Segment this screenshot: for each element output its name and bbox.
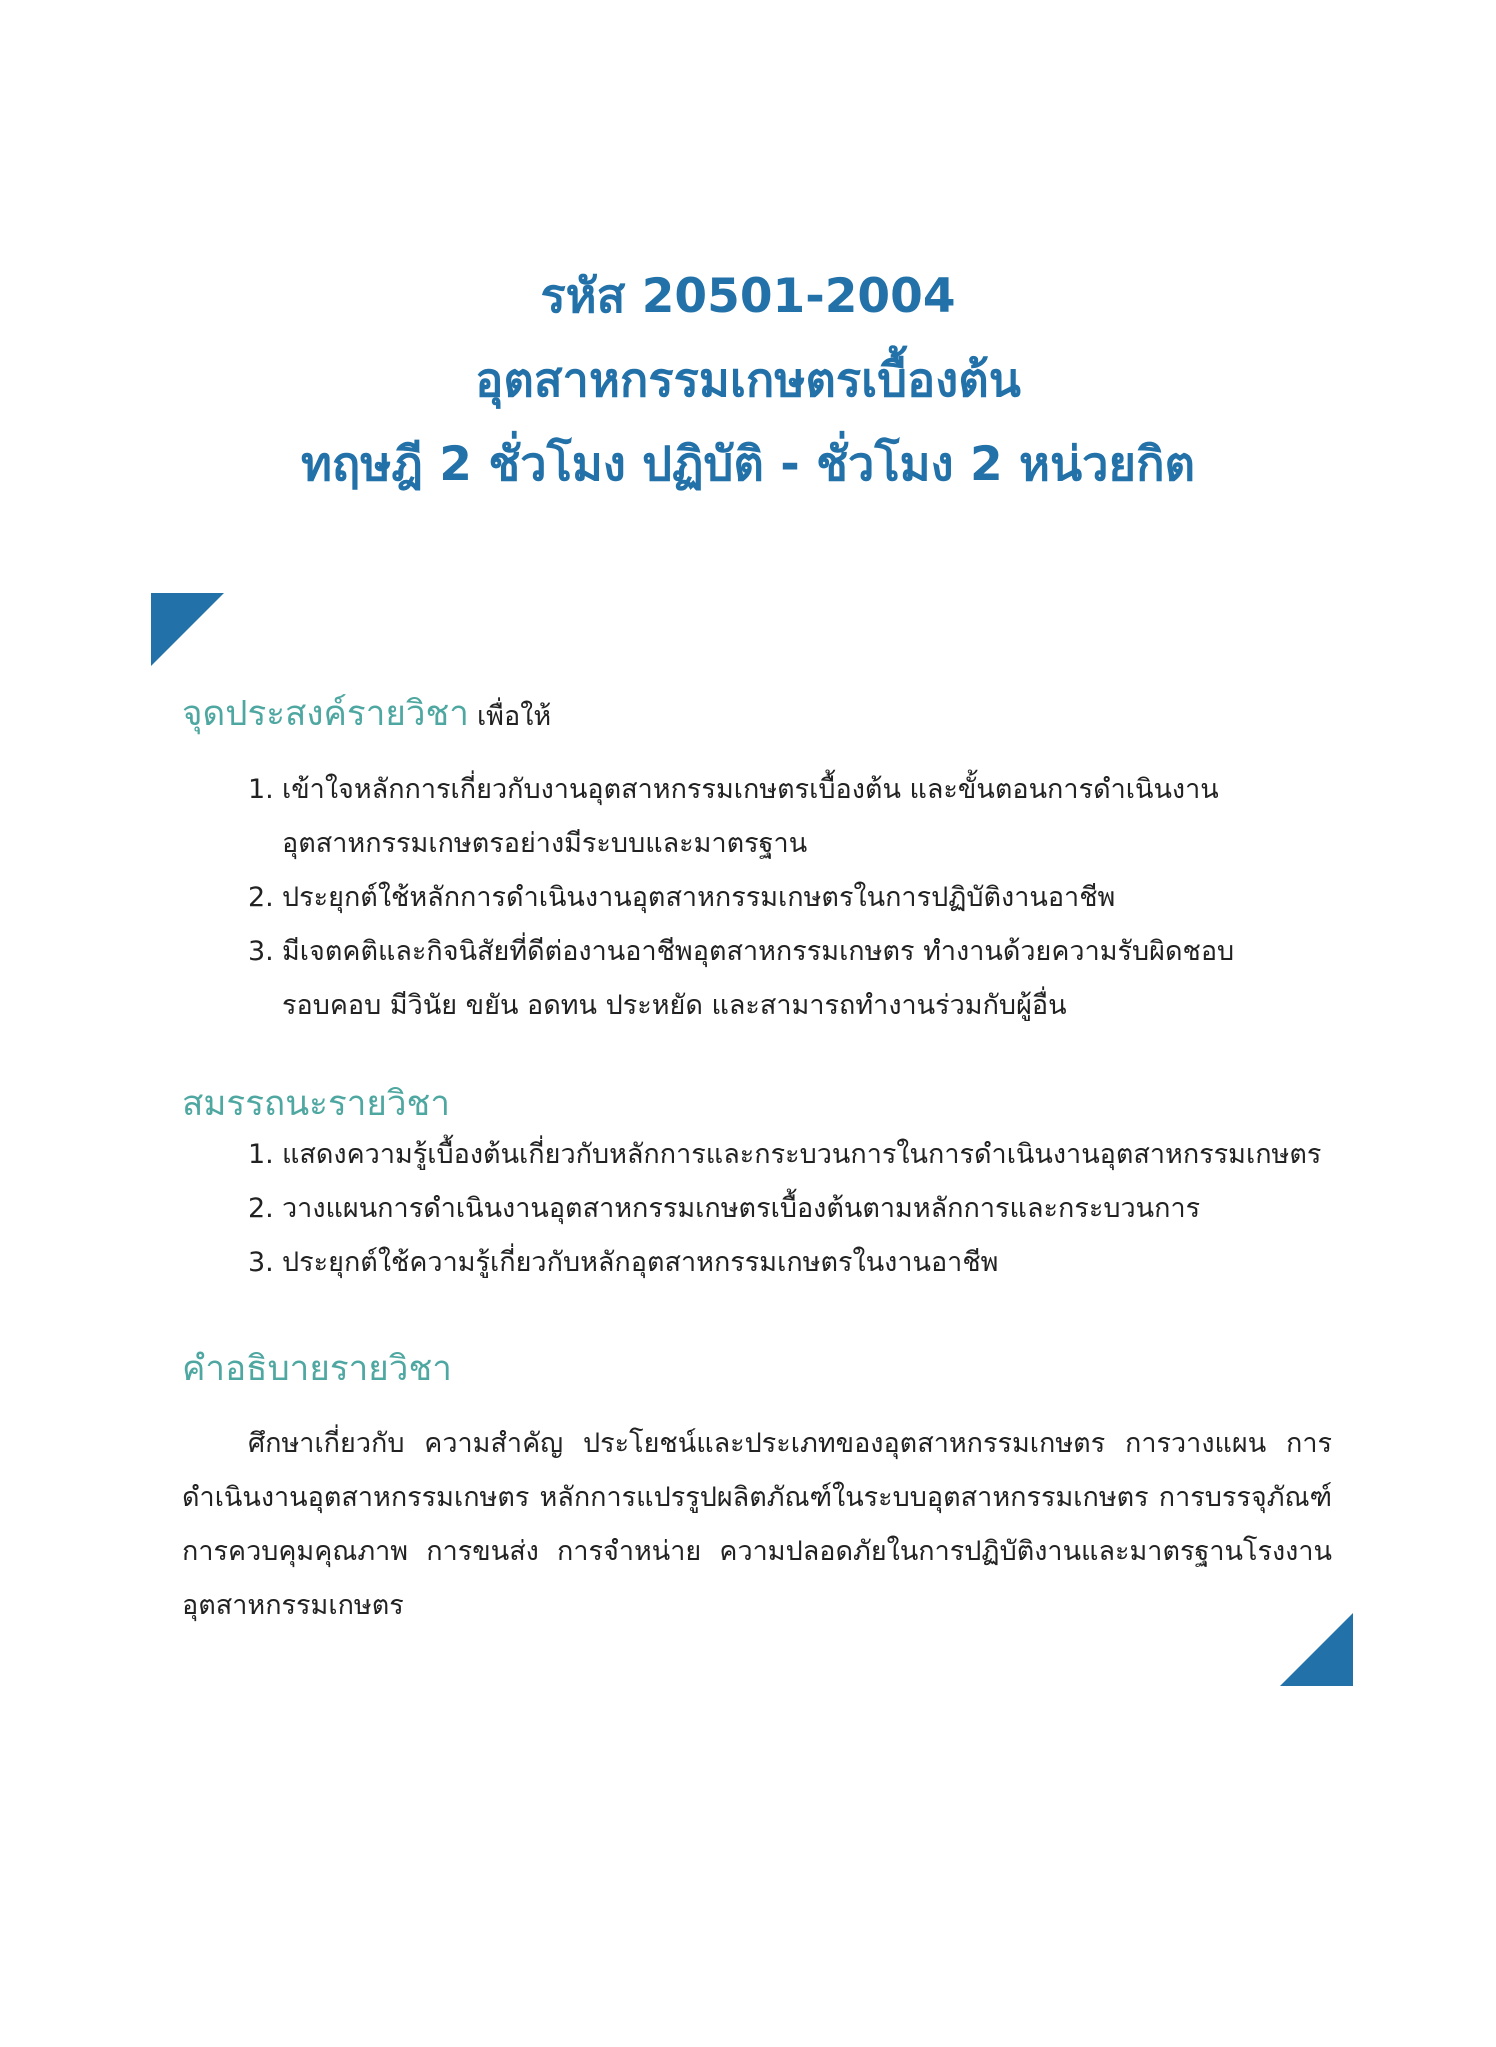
list-item-number: 3. xyxy=(248,936,274,967)
list-item-number: 1. xyxy=(248,1139,274,1170)
list-item xyxy=(182,763,1332,871)
list-item-text: วางแผนการดำเนินงานอุตสาหกรรมเกษตรเบื้องต้นตามหลักการและกระบวนการ xyxy=(282,1193,1201,1224)
competency-section xyxy=(182,1080,1332,1290)
competency-heading: สมรรถนะรายวิชา xyxy=(182,1084,450,1124)
list-item-text: เข้าใจหลักการเกี่ยวกับงานอุตสาหกรรมเกษตรเบื้องต้น และขั้นตอนการดำเนินงานอุตสาหกรรมเกษตรอย่างมีระบบและมาตรฐาน xyxy=(282,774,1219,859)
list-item-text: แสดงความรู้เบื้องต้นเกี่ยวกับหลักการและกระบวนการในการดำเนินงานอุตสาหกรรมเกษตร xyxy=(282,1139,1322,1170)
corner-triangle-decoration-top xyxy=(151,593,224,666)
list-item xyxy=(182,1236,1332,1290)
list-item-text: มีเจตคติและกิจนิสัยที่ดีต่องานอาชีพอุตสาหกรรมเกษตร ทำงานด้วยความรับผิดชอบ รอบคอบ มีวินัย ขยัน อดทน ประหยัด และสามารถทำงานร่วมกับผู้อื่น xyxy=(282,936,1235,1021)
course-code-title: รหัส 20501-2004 xyxy=(540,269,956,324)
list-item-text: ประยุกต์ใช้หลักการดำเนินงานอุตสาหกรรมเกษตรในการปฏิบัติงานอาชีพ xyxy=(282,882,1116,913)
list-item xyxy=(182,1182,1332,1236)
list-item-number: 2. xyxy=(248,882,274,913)
list-item xyxy=(182,1128,1332,1182)
objectives-heading xyxy=(182,690,1332,741)
objectives-heading-text: จุดประสงค์รายวิชา xyxy=(182,694,469,734)
description-section xyxy=(182,1345,1332,1660)
course-hours-title: ทฤษฎี 2 ชั่วโมง ปฏิบัติ - ชั่วโมง 2 หน่วยกิต xyxy=(300,437,1196,492)
corner-triangle-decoration-bottom xyxy=(1280,1613,1353,1686)
course-name-title: อุตสาหกรรมเกษตรเบื้องต้น xyxy=(475,353,1021,408)
list-item-number: 3. xyxy=(248,1247,274,1278)
objectives-section xyxy=(182,690,1332,1033)
list-item-number: 1. xyxy=(248,774,274,805)
objectives-list xyxy=(182,763,1332,1033)
course-title-block xyxy=(0,255,1496,507)
list-item xyxy=(182,871,1332,925)
list-item xyxy=(182,925,1332,1033)
list-item-text: ประยุกต์ใช้ความรู้เกี่ยวกับหลักอุตสาหกรรมเกษตรในงานอาชีพ xyxy=(282,1247,999,1278)
list-item-number: 2. xyxy=(248,1193,274,1224)
objectives-heading-suffix: เพื่อให้ xyxy=(476,701,552,732)
competency-list xyxy=(182,1128,1332,1290)
description-paragraph: ศึกษาเกี่ยวกับ ความสำคัญ ประโยชน์และประเภทของอุตสาหกรรมเกษตร การวางแผน การดำเนินงานอุตสาหกรรมเกษตร หลักการแปรรูปผลิตภัณฑ์ในระบบอุตสาหกรรมเกษตร การบรรจุภัณฑ์ การควบคุมคุณภาพ การขนส่ง การจำหน่าย ความปลอดภัยในการปฏิบัติงานและมาตรฐานโรงงานอุตสาหกรรมเกษตร xyxy=(182,1428,1332,1621)
description-heading: คำอธิบายรายวิชา xyxy=(182,1349,452,1389)
